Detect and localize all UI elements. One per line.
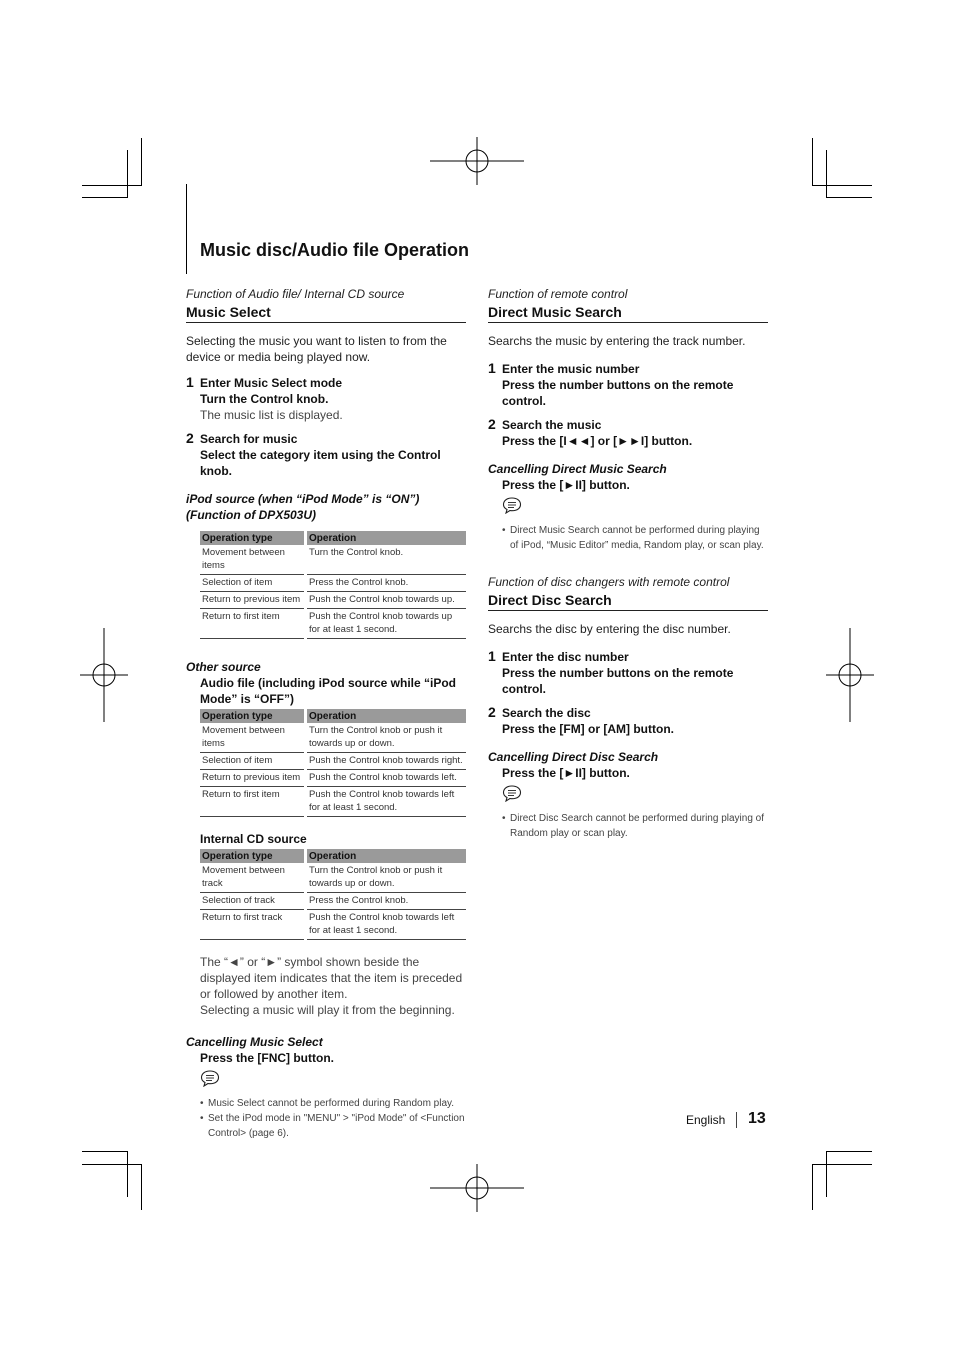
other-source-heading: Other source [186, 660, 261, 674]
step-2 [488, 417, 768, 449]
cell: Turn the Control knob or push it towards up or down. [306, 863, 467, 893]
play-note: Selecting a music will play it from the beginning. [200, 1003, 455, 1017]
cell: Press the Control knob. [306, 575, 467, 592]
step-title: Enter Music Select mode [200, 376, 343, 390]
step-title: Search the disc [502, 706, 591, 720]
note-icon [502, 784, 522, 802]
cell: Push the Control knob towards left for at least 1 second. [306, 910, 467, 940]
table-row [200, 609, 466, 639]
cancel-heading: Cancelling Direct Disc Search [488, 750, 659, 764]
step-title: Enter the music number [502, 362, 640, 376]
cell: Push the Control knob towards right. [306, 753, 467, 770]
cell: Movement between track [200, 863, 306, 893]
registration-target-left [80, 628, 128, 722]
table-row [200, 592, 466, 609]
section-kicker: Function of remote control [488, 287, 628, 301]
cell: Selection of item [200, 753, 306, 770]
cell: Movement between items [200, 723, 306, 753]
page-number: 13 [748, 1110, 766, 1127]
table-header-type: Operation type [200, 531, 306, 545]
table-header-operation: Operation [306, 531, 467, 545]
list-item: • Direct Music Search cannot be performed during playing of iPod, “Music Editor” media, Random play, or scan play. [502, 523, 768, 553]
table-header-operation: Operation [306, 849, 467, 863]
table-row [200, 770, 466, 787]
direct-disc-search-section [488, 575, 768, 841]
cell: Push the Control knob towards up for at least 1 second. [306, 609, 467, 639]
footer-language: English [686, 1113, 726, 1127]
cell: Push the Control knob towards left for at least 1 second. [306, 787, 467, 817]
cd-operation-table [200, 849, 466, 940]
section-title: Direct Music Search [488, 303, 768, 323]
step-1 [488, 361, 768, 409]
registration-target-top [430, 137, 524, 185]
page-title: Music disc/Audio file Operation [200, 240, 470, 260]
cell: Return to first track [200, 910, 306, 940]
section-intro: Searchs the music by entering the track number. [488, 334, 746, 348]
cell: Turn the Control knob or push it towards up or down. [306, 723, 467, 753]
symbol-note: The “◄” or “►” symbol shown beside the displayed item indicates that the item is preceded or followed by another item. [200, 955, 463, 1001]
table-header-type: Operation type [200, 849, 306, 863]
cell: Return to previous item [200, 770, 306, 787]
table-row [200, 545, 466, 575]
cell: Turn the Control knob. [306, 545, 467, 575]
list-item: • Set the iPod mode in "MENU" > "iPod Mode" of <Function Control> (page 6). [200, 1111, 466, 1141]
cell: Movement between items [200, 545, 306, 575]
cancel-body: Press the [►II] button. [502, 478, 630, 492]
audio-operation-table [200, 709, 466, 817]
audio-file-heading: Audio file (including iPod source while “iPod Mode” is “OFF”) [200, 676, 457, 706]
step-number: 1 [488, 360, 496, 376]
direct-music-search-section [488, 287, 768, 553]
section-title: Direct Disc Search [488, 591, 768, 611]
table-row [200, 723, 466, 753]
cancel-body: Press the [FNC] button. [200, 1051, 334, 1065]
cancel-heading: Cancelling Direct Music Search [488, 462, 667, 476]
step-body: Turn the Control knob. [200, 392, 329, 406]
step-number: 2 [488, 416, 496, 432]
step-title: Enter the disc number [502, 650, 629, 664]
cell: Selection of track [200, 893, 306, 910]
step-title: Search the music [502, 418, 602, 432]
list-item: • Music Select cannot be performed during Random play. [200, 1096, 466, 1111]
cancel-body: Press the [►II] button. [502, 766, 630, 780]
section-intro: Selecting the music you want to listen to from the device or media being played now. [186, 334, 447, 364]
notes-list [488, 523, 768, 553]
table-header-operation: Operation [306, 709, 467, 723]
step-title: Search for music [200, 432, 298, 446]
cell: Return to first item [200, 787, 306, 817]
table-row [200, 753, 466, 770]
step-body: Select the category item using the Control knob. [200, 448, 441, 478]
table-row [200, 575, 466, 592]
cell: Return to first item [200, 609, 306, 639]
step-note: The music list is displayed. [200, 408, 343, 422]
step-number: 2 [186, 430, 194, 446]
table-header-type: Operation type [200, 709, 306, 723]
section-kicker: Function of disc changers with remote control [488, 575, 730, 589]
footer-divider [736, 1112, 737, 1128]
note-icon [502, 496, 522, 514]
step-body: Press the number buttons on the remote control. [502, 378, 734, 408]
step-number: 2 [488, 704, 496, 720]
cell: Selection of item [200, 575, 306, 592]
cell: Push the Control knob towards up. [306, 592, 467, 609]
cell: Push the Control knob towards left. [306, 770, 467, 787]
step-1 [488, 649, 768, 697]
table-row [200, 910, 466, 940]
list-item: • Direct Disc Search cannot be performed during playing of Random play or scan play. [502, 811, 768, 841]
ipod-operation-table [200, 531, 466, 639]
step-body: Press the [FM] or [AM] button. [502, 722, 674, 736]
step-body: Press the [I◄◄] or [►►I] button. [502, 434, 693, 448]
note-icon [200, 1069, 220, 1087]
table-row [200, 863, 466, 893]
cell: Return to previous item [200, 592, 306, 609]
music-select-section [186, 287, 466, 1141]
step-number: 1 [186, 374, 194, 390]
ipod-source-heading: iPod source (when “iPod Mode” is “ON”) (Function of DPX503U) [186, 492, 420, 522]
step-number: 1 [488, 648, 496, 664]
cancel-heading: Cancelling Music Select [186, 1035, 323, 1049]
table-row [200, 893, 466, 910]
registration-target-right [826, 628, 874, 722]
step-2 [488, 705, 768, 737]
section-kicker: Function of Audio file/ Internal CD source [186, 287, 405, 301]
section-intro: Searchs the disc by entering the disc number. [488, 622, 731, 636]
internal-cd-heading: Internal CD source [200, 832, 307, 846]
cell: Press the Control knob. [306, 893, 467, 910]
table-row [200, 787, 466, 817]
step-body: Press the number buttons on the remote control. [502, 666, 734, 696]
section-title: Music Select [186, 303, 466, 323]
step-1 [186, 375, 466, 423]
notes-list [488, 811, 768, 841]
registration-target-bottom [430, 1164, 524, 1212]
notes-list [186, 1096, 466, 1141]
step-2 [186, 431, 466, 479]
